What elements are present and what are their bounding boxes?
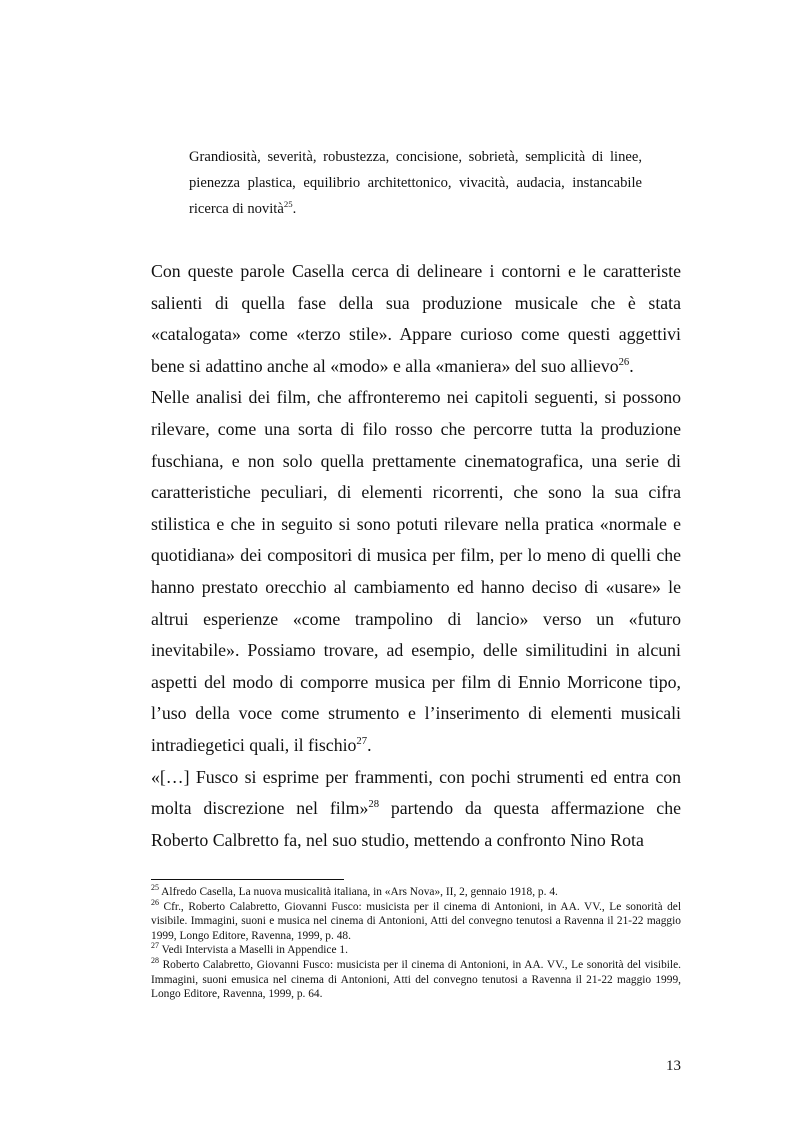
paragraph-analisi [151,382,681,761]
paragraph-text: Con queste parole Casella cerca di delineare i contorni e le caratteriste salienti di quella fase della sua produzione musicale che è stata «catalogata» come «terzo stile». Appare curioso come questi aggettivi bene si adattino anche al «modo» e alla «maniera» del suo allievo [151,261,681,376]
footnote-28 [151,958,681,1002]
body-text [151,256,681,856]
footnote-ref-25[interactable]: 25 [283,199,293,210]
block-quote-text: Grandiosità, severità, robustezza, concisione, sobrietà, semplicità di linee, pienezza plastica, equilibrio architettonico, vivacità, audacia, instancabile ricerca di novità [189,149,642,217]
paragraph-fusco [151,762,681,857]
paragraph-casella [151,256,681,382]
block-quote [189,144,642,222]
footnote-ref-28[interactable]: 28 [368,798,380,811]
footnote-ref-26[interactable]: 26 [618,355,630,368]
footnote-ref-27[interactable]: 27 [356,734,368,747]
block-quote-tail: . [292,201,297,217]
footnote-26 [151,897,681,944]
paragraph-text-end: . [629,355,634,376]
paragraph-text: Nelle analisi dei film, che affronteremo nei capitoli seguenti, si possono rilevare, come una sorta di filo rosso che percorre tutta la produzione fuschiana, e non solo quella prettamente cinematografica, una serie di caratteristiche peculiari, di elementi ricorrenti, che sono la sua cifra stilistica e che in seguito si sono potuti rilevare nella pratica «normale e quotidiana» dei compositori di musica per film, per lo meno di quelli che hanno prestato orecchio al cambiamento ed hanno deciso di «usare» le altrui esperienze «come trampolino di lancio» verso un «futuro inevitabile». Possiamo trovare, ad esempio, delle similitudini in alcuni aspetti del modo di comporre musica per film di Ennio Morricone tipo, l’uso della voce come strumento e l’inserimento di elementi musicali intradiegetici quali, il fischio [151,387,681,755]
footnote-text: Cfr., Roberto Calabretto, Giovanni Fusco: musicista per il cinema di Antonioni, in AA. VV., Le sonorità del visibile. Immagini, suoni e musica nel cinema di Antonioni, Atti del convegno tenutosi a Ravenna il 21-22 maggio 1999, Longo Editore, Ravenna, 1999, p. 48. [151,900,681,942]
footnote-separator [151,879,344,880]
footnote-number: 27 [151,941,159,951]
footnote-25 [151,885,681,900]
footnote-text: Vedi Intervista a Maselli in Appendice 1. [158,944,348,957]
footnote-text: Alfredo Casella, La nuova musicalità italiana, in «Ars Nova», II, 2, gennaio 1918, p. 4. [158,886,558,898]
footnote-number: 28 [151,956,159,966]
footnote-text: Roberto Calabretto, Giovanni Fusco: musicista per il cinema di Antonioni, in AA. VV., Le sonorità del visibile. Immagini, suoni emusica nel cinema di Antonioni, Atti del convegno tenutosi a Ravenna il 21-22 maggio 1999, Longo Editore, Ravenna, 1999, p. 64. [151,958,681,1001]
footnote-number: 25 [151,883,159,893]
page-number: 13 [666,1058,681,1074]
paragraph-text-end: partendo da questa affermazione che Roberto Calbretto fa, nel suo studio, mettendo a confronto Nino Rota [151,798,681,850]
paragraph-text-end: . [367,734,372,755]
footnotes [151,885,681,1002]
footnote-27 [151,943,681,958]
footnote-number: 26 [151,897,159,907]
paragraph-text: «[…] Fusco si esprime per frammenti, con pochi strumenti ed entra con molta discrezione nel film» [151,766,681,819]
